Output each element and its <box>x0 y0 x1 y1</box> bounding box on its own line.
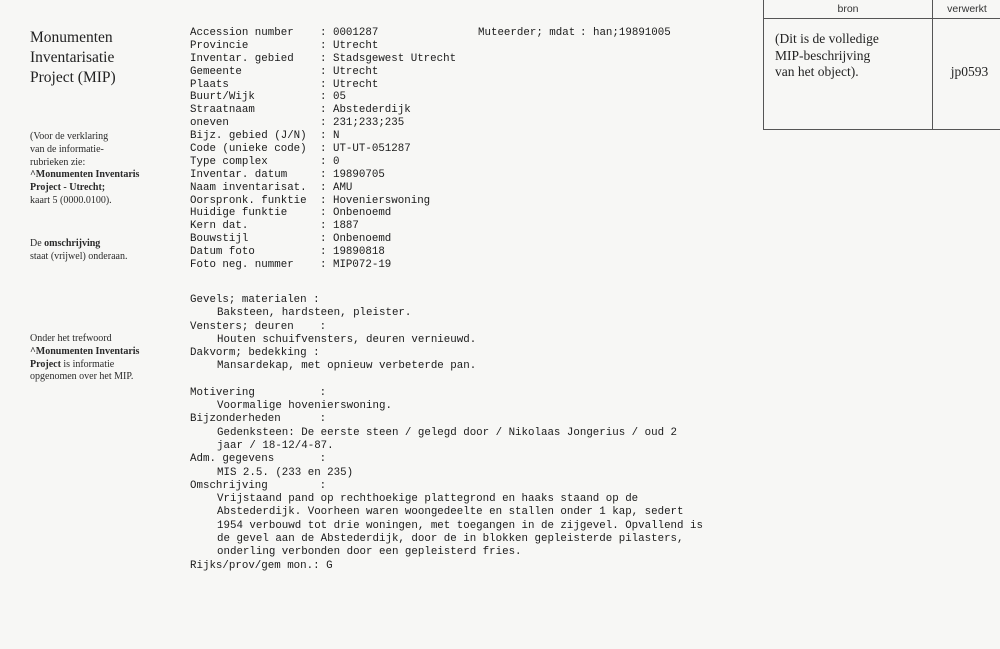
field-value <box>320 169 385 182</box>
field-label: oneven <box>190 117 229 130</box>
section-body-line: Voormalige hovenierswoning. <box>217 400 392 413</box>
field-label: Huidige funktie <box>190 207 288 220</box>
note-line: opgenomen over het MIP. <box>30 371 134 383</box>
section-heading: Omschrijving : <box>190 479 327 492</box>
field-value-text: 19890705 <box>332 168 385 181</box>
field-label: Provincie <box>190 39 249 52</box>
section-body-line: Baksteen, hardsteen, pleister. <box>217 307 412 320</box>
field-value <box>320 117 404 130</box>
field-label-secondary: Muteerder; mdat <box>478 27 576 39</box>
field-separator: : <box>320 246 333 259</box>
bron-text-line: (Dit is de volledige <box>775 31 879 46</box>
field-separator: : <box>320 194 333 207</box>
section-body-line: Mansardekap, met opnieuw verbeterde pan. <box>217 360 477 373</box>
field-value-text: Abstederdijk <box>332 104 411 117</box>
field-label: Gemeente <box>190 65 242 78</box>
field-label: Straatnaam <box>190 104 255 117</box>
mip-title-line: Inventarisatie <box>30 49 115 66</box>
field-value <box>320 207 391 220</box>
field-value-text: UT-UT-051287 <box>332 143 411 156</box>
description-section <box>190 387 703 414</box>
field-separator: : <box>320 233 333 246</box>
field-label: Type complex <box>190 155 268 168</box>
section-heading: Vensters; deuren : <box>190 320 327 333</box>
bron-text-line: van het object). <box>775 64 859 79</box>
section-heading: Dakvorm; bedekking : <box>190 347 320 360</box>
note-text: is informatie <box>60 358 115 370</box>
field-value-text: Onbenoemd <box>332 207 392 220</box>
field-label: Datum foto <box>190 246 255 259</box>
note-bold-word: omschrijving <box>44 238 101 249</box>
field-label: Naam inventarisat. <box>190 181 307 194</box>
source-box <box>763 0 1000 130</box>
section-heading: Gevels; materialen : <box>190 294 320 306</box>
section-body-line: Abstederdijk. Voorheen waren woongedeelte en stallen onder 1 kap, sedert <box>217 506 684 519</box>
description-section <box>190 321 703 348</box>
field-separator: : <box>320 220 333 233</box>
bron-text <box>775 31 925 81</box>
field-label: Inventar. gebied <box>190 52 294 65</box>
explanation-note <box>30 131 160 208</box>
note-text: De <box>30 238 45 249</box>
field-value-text: 0001287 <box>332 27 379 39</box>
field-separator: : <box>320 143 333 156</box>
mip-title-line: Project (MIP) <box>30 69 116 86</box>
record-sections <box>190 294 703 573</box>
section-body-line: Gedenksteen: De eerste steen / gelegd door / Nikolaas Jongerius / oud 2 <box>217 426 678 439</box>
left-margin-column <box>30 28 160 383</box>
field-separator: : <box>320 78 333 91</box>
field-value-text: 0 <box>332 155 340 168</box>
field-value-text: Onbenoemd <box>332 233 392 246</box>
note-bold-line: Project - Utrecht; <box>30 182 106 194</box>
field-value-text: Utrecht <box>332 78 379 91</box>
description-section <box>190 480 703 560</box>
field-value-text: 19890818 <box>332 246 385 259</box>
section-heading: Adm. gegevens : <box>190 453 327 466</box>
field-value <box>320 182 352 195</box>
field-value <box>320 27 378 40</box>
field-label: Oorspronk. funktie <box>190 194 307 207</box>
monument-status-line: Rijks/prov/gem mon.: G <box>190 559 333 572</box>
field-value <box>320 156 339 169</box>
description-section <box>190 347 703 374</box>
field-value <box>320 40 378 53</box>
note-bold-word: Project <box>30 358 61 370</box>
section-body-line: Houten schuifvensters, deuren vernieuwd. <box>217 333 477 346</box>
field-label: Buurt/Wijk <box>190 91 255 104</box>
field-separator: : <box>320 117 333 130</box>
mip-title <box>30 28 160 88</box>
field-label: Foto neg. nummer <box>190 259 294 272</box>
field-value <box>320 246 385 259</box>
note-line: staat (vrijwel) onderaan. <box>30 250 128 262</box>
note-line: (Voor de verklaring <box>30 131 109 142</box>
field-label: Plaats <box>190 78 229 91</box>
field-label: Kern dat. <box>190 220 249 233</box>
field-separator: : <box>320 168 333 181</box>
field-separator: : <box>320 259 333 272</box>
field-label: Bouwstijl <box>190 233 249 246</box>
section-body-line: 1954 verbouwd tot drie woningen, met toegangen in de zijgevel. Opvallend is <box>217 519 703 532</box>
section-heading: Motivering : <box>190 386 327 399</box>
field-separator: : <box>320 65 333 78</box>
field-value <box>320 233 391 246</box>
field-label: Accession number <box>190 27 294 39</box>
field-separator: : <box>320 181 333 194</box>
field-value <box>320 91 346 104</box>
note-line: Onder het trefwoord <box>30 333 112 344</box>
mip-title-line: Monumenten <box>30 29 113 46</box>
field-value-text: N <box>332 130 340 143</box>
description-note <box>30 238 160 264</box>
field-value-text: Hovenierswoning <box>332 194 431 207</box>
verwerkt-header: verwerkt <box>932 0 1000 19</box>
field-value-text: MIP072-19 <box>332 259 392 272</box>
note-bold-line: ^Monumenten Inventaris <box>30 345 140 357</box>
field-value <box>320 66 378 79</box>
field-value-text: Stadsgewest Utrecht <box>332 52 457 65</box>
section-body-line: jaar / 18-12/4-87. <box>217 439 334 452</box>
field-separator: : <box>320 27 333 39</box>
field-separator: : <box>320 130 333 143</box>
field-value <box>320 220 359 233</box>
description-section <box>190 413 703 453</box>
field-separator: : <box>320 39 333 52</box>
field-value <box>320 79 378 92</box>
field-separator: : <box>320 104 333 117</box>
section-body-line: de gevel aan de Abstederdijk, door de in blokken gepleisterde pilasters, <box>217 533 684 546</box>
field-label: Code (unieke code) <box>190 143 307 156</box>
field-value-text: 1887 <box>332 220 359 233</box>
field-value-text: Utrecht <box>332 39 379 52</box>
section-body-line: MIS 2.5. (233 en 235) <box>217 466 354 479</box>
description-section <box>190 453 703 480</box>
section-body-line: Vrijstaand pand op rechthoekige plattegrond en haaks staand op de <box>217 493 639 506</box>
keyword-note <box>30 333 160 384</box>
field-separator: : <box>320 91 333 104</box>
field-value-secondary: : han;19891005 <box>580 27 671 39</box>
field-value <box>320 53 456 66</box>
field-value-text: 231;233;235 <box>332 117 405 130</box>
field-value <box>320 143 411 156</box>
section-body-line: onderling verbonden door een gepleisterd fries. <box>217 546 522 559</box>
field-value <box>320 130 339 143</box>
field-separator: : <box>320 207 333 220</box>
note-line: kaart 5 (0000.0100). <box>30 194 112 206</box>
field-label: Inventar. datum <box>190 168 288 181</box>
field-separator: : <box>320 155 333 168</box>
note-bold-line: ^Monumenten Inventaris <box>30 169 140 181</box>
bron-header: bron <box>764 0 932 19</box>
field-value <box>320 195 430 208</box>
field-value-text: Utrecht <box>332 65 379 78</box>
field-value <box>320 259 391 272</box>
field-value-text: AMU <box>332 181 353 194</box>
note-line: van de informatie- <box>30 143 104 155</box>
note-line: rubrieken zie: <box>30 156 86 168</box>
field-separator: : <box>320 52 333 65</box>
verwerkt-code: jp0593 <box>950 64 989 79</box>
box-divider <box>932 19 933 130</box>
bron-text-line: MIP-beschrijving <box>775 47 871 63</box>
section-heading: Bijzonderheden : <box>190 413 327 426</box>
field-label: Bijz. gebied (J/N) <box>190 130 307 143</box>
description-section <box>190 294 703 321</box>
field-value-text: 05 <box>332 91 346 104</box>
field-value <box>320 104 411 117</box>
